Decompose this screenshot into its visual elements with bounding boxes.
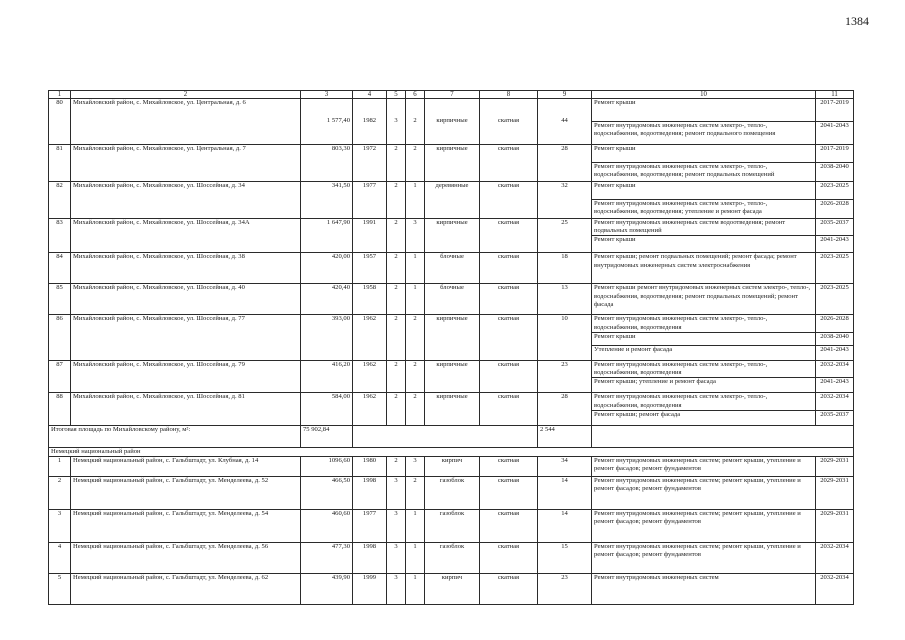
column-header: 2: [71, 91, 301, 99]
period-cell: 2023-2025: [816, 284, 854, 315]
year-cell: 1999: [353, 574, 387, 605]
work-type-cell: Ремонт внутридомовых инженерных систем электро-, тепло-, водоснабжения, водоотведения: [592, 315, 816, 332]
entrances-cell: 1: [406, 510, 425, 543]
material-cell: кирпичные: [425, 145, 480, 182]
work-type-cell: Ремонт крыши: [592, 236, 816, 253]
floors-cell: 2: [387, 393, 406, 425]
apartments-cell: 14: [538, 510, 592, 543]
address-cell: Михайловский район, с. Михайловское, ул. Шоссейная, д. 38: [71, 253, 301, 284]
apartments-cell: 18: [538, 253, 592, 284]
period-cell: 2032-2034: [816, 360, 854, 377]
period-cell: 2029-2031: [816, 477, 854, 510]
roof-cell: скатная: [480, 393, 538, 425]
material-cell: деревянные: [425, 182, 480, 219]
work-type-cell: Ремонт крыши: [592, 182, 816, 200]
year-cell: 1958: [353, 284, 387, 315]
period-cell: 2023-2025: [816, 253, 854, 284]
address-cell: Михайловский район, с. Михайловское, ул. Центральная, д. 6: [71, 99, 301, 145]
apartments-cell: 13: [538, 284, 592, 315]
row-number: 4: [49, 543, 71, 574]
address-cell: Михайловский район, с. Михайловское, ул. Шоссейная, д. 81: [71, 393, 301, 425]
work-type-cell: Ремонт крыши; ремонт подвальных помещений; ремонт фасада; ремонт внутридомовых инженерных систем электроснабжения: [592, 253, 816, 284]
address-cell: Немецкий национальный район, с. Гальбштадт, ул. Клубная, д. 14: [71, 457, 301, 477]
area-cell: 439,90: [301, 574, 353, 605]
area-cell: 416,20: [301, 360, 353, 392]
table-row: [49, 182, 854, 200]
roof-cell: скатная: [480, 99, 538, 145]
table-row: [49, 145, 854, 163]
row-number: 82: [49, 182, 71, 219]
column-header: 9: [538, 91, 592, 99]
column-header: 1: [49, 91, 71, 99]
address-cell: Михайловский район, с. Михайловское, ул. Шоссейная, д. 40: [71, 284, 301, 315]
entrances-cell: 1: [406, 284, 425, 315]
work-type-cell: Ремонт внутридомовых инженерных систем; ремонт крыши, утепление и ремонт фасадов; ремонт фундаментов: [592, 457, 816, 477]
work-type-cell: Ремонт внутридомовых инженерных систем электро-, тепло-, водоснабжения, водоотведения; ремонт подвальных помещений: [592, 163, 816, 182]
work-type-cell: Ремонт внутридомовых инженерных систем; ремонт крыши, утепление и ремонт фасадов; ремонт фундаментов: [592, 477, 816, 510]
year-cell: 1991: [353, 219, 387, 253]
column-header: 10: [592, 91, 816, 99]
roof-cell: скатная: [480, 253, 538, 284]
apartments-cell: 23: [538, 360, 592, 392]
column-header: 4: [353, 91, 387, 99]
material-cell: кирпичные: [425, 99, 480, 145]
period-cell: 2032-2034: [816, 543, 854, 574]
row-number: 80: [49, 99, 71, 145]
row-number: 83: [49, 219, 71, 253]
area-cell: 466,50: [301, 477, 353, 510]
header-row: [49, 91, 854, 99]
apartments-cell: 28: [538, 393, 592, 425]
table-row: [49, 219, 854, 236]
row-number: 87: [49, 360, 71, 392]
row-number: 2: [49, 477, 71, 510]
floors-cell: 3: [387, 574, 406, 605]
apartments-cell: 14: [538, 477, 592, 510]
entrances-cell: 2: [406, 393, 425, 425]
floors-cell: 2: [387, 457, 406, 477]
column-header: 11: [816, 91, 854, 99]
table-row: [49, 315, 854, 332]
period-cell: 2041-2043: [816, 122, 854, 145]
address-cell: Немецкий национальный район, с. Гальбштадт, ул. Менделеева, д. 62: [71, 574, 301, 605]
column-header: 8: [480, 91, 538, 99]
roof-cell: скатная: [480, 284, 538, 315]
material-cell: кирпичные: [425, 393, 480, 425]
period-cell: 2026-2028: [816, 200, 854, 219]
table-row: [49, 477, 854, 510]
work-type-cell: Ремонт крыши; утепление и ремонт фасада: [592, 378, 816, 393]
floors-cell: 2: [387, 219, 406, 253]
floors-cell: 3: [387, 99, 406, 145]
material-cell: кирпич: [425, 457, 480, 477]
address-cell: Михайловский район, с. Михайловское, ул. Шоссейная, д. 77: [71, 315, 301, 360]
area-cell: 1 577,40: [301, 99, 353, 145]
total-label: Итоговая площадь по Михайловскому району, м²:: [49, 425, 301, 447]
material-cell: блочные: [425, 253, 480, 284]
area-cell: 477,30: [301, 543, 353, 574]
period-cell: 2017-2019: [816, 99, 854, 122]
apartments-cell: 34: [538, 457, 592, 477]
material-cell: кирпичные: [425, 219, 480, 253]
year-cell: 1980: [353, 457, 387, 477]
column-header: 5: [387, 91, 406, 99]
table-row: [49, 360, 854, 377]
period-cell: 2017-2019: [816, 145, 854, 163]
total-area: 75 902,84: [301, 425, 353, 447]
work-type-cell: Ремонт крыши: [592, 332, 816, 345]
work-type-cell: Ремонт крыши; ремонт фасада: [592, 410, 816, 425]
period-cell: 2041-2043: [816, 345, 854, 360]
floors-cell: 2: [387, 182, 406, 219]
year-cell: 1962: [353, 360, 387, 392]
year-cell: 1962: [353, 315, 387, 360]
roof-cell: скатная: [480, 182, 538, 219]
column-header: 3: [301, 91, 353, 99]
material-cell: кирпичные: [425, 315, 480, 360]
address-cell: Немецкий национальный район, с. Гальбштадт, ул. Менделеева, д. 52: [71, 477, 301, 510]
area-cell: 460,60: [301, 510, 353, 543]
row-number: 3: [49, 510, 71, 543]
work-type-cell: Ремонт внутридомовых инженерных систем электро-, тепло-, водоснабжения, водоотведения; утепление и ремонт фасада: [592, 200, 816, 219]
work-type-cell: Ремонт внутридомовых инженерных систем: [592, 574, 816, 605]
floors-cell: 2: [387, 360, 406, 392]
roof-cell: скатная: [480, 543, 538, 574]
floors-cell: 2: [387, 284, 406, 315]
material-cell: газоблок: [425, 510, 480, 543]
table-row: [49, 284, 854, 315]
section-title: Немецкий национальный район: [49, 447, 854, 456]
total-blank: [353, 425, 538, 447]
address-cell: Михайловский район, с. Михайловское, ул. Шоссейная, д. 34: [71, 182, 301, 219]
work-type-cell: Ремонт крыши: [592, 145, 816, 163]
period-cell: 2038-2040: [816, 163, 854, 182]
address-cell: Михайловский район, с. Михайловское, ул. Шоссейная, д. 34А: [71, 219, 301, 253]
apartments-cell: 15: [538, 543, 592, 574]
area-cell: 584,00: [301, 393, 353, 425]
work-type-cell: Ремонт крыши: [592, 99, 816, 122]
year-cell: 1998: [353, 543, 387, 574]
row-number: 88: [49, 393, 71, 425]
roof-cell: скатная: [480, 219, 538, 253]
roof-cell: скатная: [480, 315, 538, 360]
capital-repair-table: [48, 90, 854, 605]
column-header: 7: [425, 91, 480, 99]
entrances-cell: 1: [406, 543, 425, 574]
period-cell: 2032-2034: [816, 574, 854, 605]
work-type-cell: Ремонт крыши ремонт внутридомовых инженерных систем электро-, тепло-, водоснабжения, водоотведения; ремонт подвальных помещений; ремонт фасада: [592, 284, 816, 315]
floors-cell: 3: [387, 543, 406, 574]
period-cell: 2026-2028: [816, 315, 854, 332]
address-cell: Немецкий национальный район, с. Гальбштадт, ул. Менделеева, д. 56: [71, 543, 301, 574]
material-cell: кирпичные: [425, 360, 480, 392]
roof-cell: скатная: [480, 574, 538, 605]
year-cell: 1998: [353, 477, 387, 510]
area-cell: 1 647,90: [301, 219, 353, 253]
roof-cell: скатная: [480, 360, 538, 392]
apartments-cell: 44: [538, 99, 592, 145]
year-cell: 1957: [353, 253, 387, 284]
total-blank: [592, 425, 854, 447]
total-row: [49, 425, 854, 447]
area-cell: 1096,60: [301, 457, 353, 477]
entrances-cell: 2: [406, 477, 425, 510]
period-cell: 2038-2040: [816, 332, 854, 345]
roof-cell: скатная: [480, 477, 538, 510]
table-row: [49, 457, 854, 477]
column-header: 6: [406, 91, 425, 99]
floors-cell: 2: [387, 315, 406, 360]
year-cell: 1962: [353, 393, 387, 425]
apartments-cell: 10: [538, 315, 592, 360]
roof-cell: скатная: [480, 457, 538, 477]
row-number: 1: [49, 457, 71, 477]
address-cell: Немецкий национальный район, с. Гальбштадт, ул. Менделеева, д. 54: [71, 510, 301, 543]
table-row: [49, 574, 854, 605]
material-cell: кирпич: [425, 574, 480, 605]
row-number: 84: [49, 253, 71, 284]
apartments-cell: 25: [538, 219, 592, 253]
period-cell: 2035-2037: [816, 410, 854, 425]
roof-cell: скатная: [480, 145, 538, 182]
table-row: [49, 99, 854, 122]
material-cell: газоблок: [425, 477, 480, 510]
work-type-cell: Ремонт внутридомовых инженерных систем; ремонт крыши, утепление и ремонт фасадов; ремонт фундаментов: [592, 510, 816, 543]
area-cell: 803,30: [301, 145, 353, 182]
apartments-cell: 23: [538, 574, 592, 605]
entrances-cell: 2: [406, 145, 425, 182]
entrances-cell: 2: [406, 99, 425, 145]
area-cell: 420,40: [301, 284, 353, 315]
entrances-cell: 1: [406, 182, 425, 219]
entrances-cell: 2: [406, 360, 425, 392]
material-cell: блочные: [425, 284, 480, 315]
row-number: 81: [49, 145, 71, 182]
area-cell: 420,00: [301, 253, 353, 284]
area-cell: 341,50: [301, 182, 353, 219]
year-cell: 1977: [353, 182, 387, 219]
work-type-cell: Ремонт внутридомовых инженерных систем электро-, тепло-, водоснабжения, водоотведения; ремонт подвального помещения: [592, 122, 816, 145]
work-type-cell: Ремонт внутридомовых инженерных систем электро-, тепло-, водоснабжения, водоотведения: [592, 393, 816, 410]
floors-cell: 3: [387, 510, 406, 543]
entrances-cell: 3: [406, 219, 425, 253]
row-number: 85: [49, 284, 71, 315]
entrances-cell: 1: [406, 574, 425, 605]
row-number: 86: [49, 315, 71, 360]
period-cell: 2032-2034: [816, 393, 854, 410]
table-row: [49, 393, 854, 410]
table-row: [49, 510, 854, 543]
floors-cell: 3: [387, 477, 406, 510]
area-cell: 393,00: [301, 315, 353, 360]
year-cell: 1972: [353, 145, 387, 182]
work-type-cell: Ремонт внутридомовых инженерных систем; ремонт крыши, утепление и ремонт фасадов; ремонт фундаментов: [592, 543, 816, 574]
entrances-cell: 2: [406, 315, 425, 360]
apartments-cell: 28: [538, 145, 592, 182]
work-type-cell: Ремонт внутридомовых инженерных систем электро-, тепло-, водоснабжения, водоотведения: [592, 360, 816, 377]
work-type-cell: Ремонт внутридомовых инженерных систем водоотведения; ремонт подвальных помещений: [592, 219, 816, 236]
page-number: 1384: [845, 14, 869, 28]
year-cell: 1977: [353, 510, 387, 543]
section-row: [49, 447, 854, 456]
address-cell: Михайловский район, с. Михайловское, ул. Шоссейная, д. 79: [71, 360, 301, 392]
period-cell: 2035-2037: [816, 219, 854, 236]
row-number: 5: [49, 574, 71, 605]
year-cell: 1982: [353, 99, 387, 145]
roof-cell: скатная: [480, 510, 538, 543]
floors-cell: 2: [387, 145, 406, 182]
period-cell: 2041-2043: [816, 236, 854, 253]
table-row: [49, 253, 854, 284]
period-cell: 2029-2031: [816, 510, 854, 543]
floors-cell: 2: [387, 253, 406, 284]
work-type-cell: Утепление и ремонт фасада: [592, 345, 816, 360]
period-cell: 2041-2043: [816, 378, 854, 393]
table-row: [49, 543, 854, 574]
period-cell: 2029-2031: [816, 457, 854, 477]
entrances-cell: 1: [406, 253, 425, 284]
period-cell: 2023-2025: [816, 182, 854, 200]
total-apartments: 2 544: [538, 425, 592, 447]
apartments-cell: 32: [538, 182, 592, 219]
address-cell: Михайловский район, с. Михайловское, ул. Центральная, д. 7: [71, 145, 301, 182]
material-cell: газоблок: [425, 543, 480, 574]
entrances-cell: 3: [406, 457, 425, 477]
